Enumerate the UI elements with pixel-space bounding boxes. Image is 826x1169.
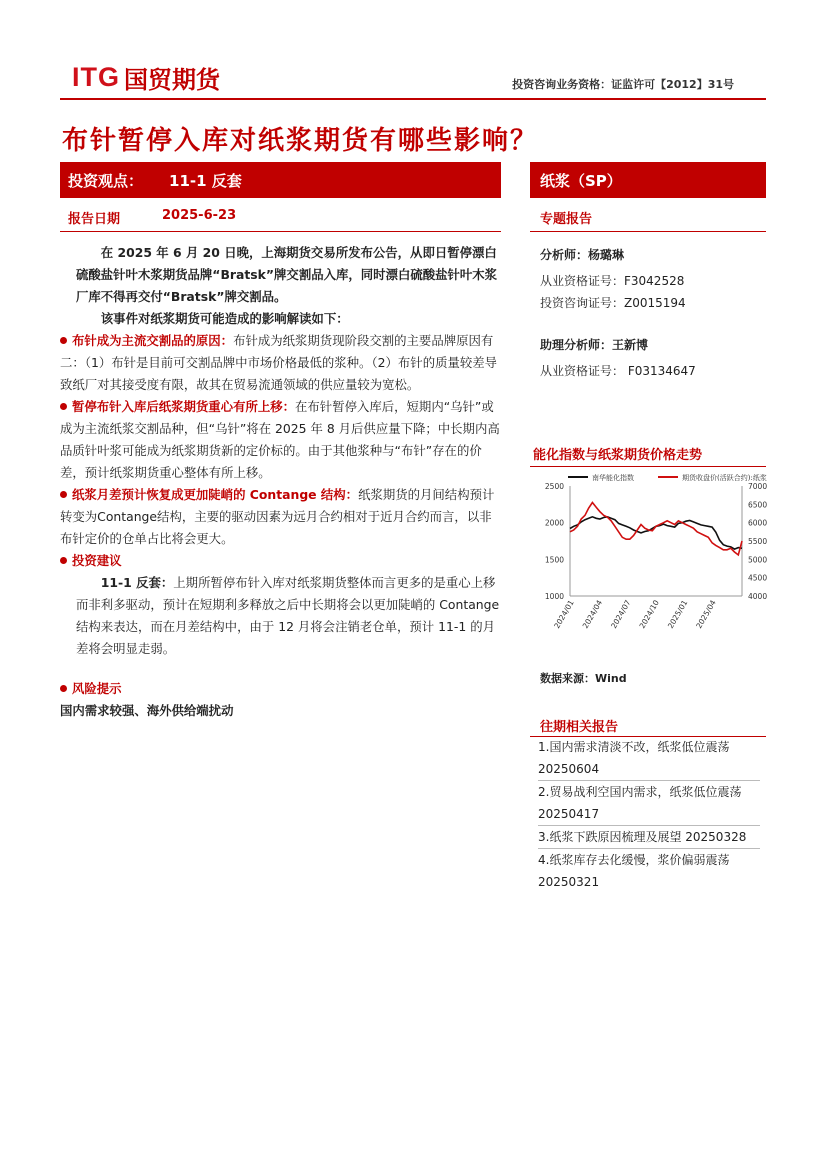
assistant-name: 王新博 (612, 338, 649, 352)
report-date-value: 2025-6-23 (162, 208, 237, 223)
main-body (60, 242, 502, 722)
bullet-icon (60, 491, 67, 498)
license-text: 投资咨询业务资格：证监许可【2012】31号 (512, 78, 734, 91)
series-line (570, 517, 742, 549)
investment-view-value: 11-1 反套 (169, 171, 242, 190)
y2-tick-label: 4000 (748, 592, 768, 601)
point-body: 布针成为纸浆期货现阶段交割的主要品牌原因有二：（1）布针是目前可交割品牌中市场价格最低的浆种。（2）布针的质量较差导致纸厂对其接受度有限，故其在贸易流通领域的供应量较为宽松。 (60, 333, 498, 392)
analyst-block (540, 244, 766, 382)
legend-label: 南华能化指数 (592, 474, 634, 482)
list-item[interactable]: 4.纸浆库存去化缓慢，浆价偏弱震荡 20250321 (538, 853, 730, 889)
y-tick-label: 2500 (544, 482, 564, 491)
assistant-cert: 从业资格证号： F03134647 (540, 364, 696, 378)
intro-paragraph: 在 2025 年 6 月 20 日晚，上海期货交易所发布公告，从即日暂停漂白硫酸盐针叶木浆期货品牌“Bratsk”牌交割品入库，同时漂白硫酸盐针叶木浆厂库不得再交付“Bratsk”牌交割品。 (76, 245, 498, 304)
intro-lead: 该事件对纸浆期货可能造成的影响解读如下： (100, 311, 349, 326)
logo-cn-text: 国贸期货 (124, 65, 220, 94)
analyst-cert-2: 投资咨询证号：Z0015194 (540, 296, 686, 310)
point-head: 暂停布针入库后纸浆期货重心有所上移： (72, 399, 296, 414)
point-head: 布针成为主流交割品的原因： (72, 333, 234, 348)
header-divider (60, 98, 766, 100)
y-tick-label: 1000 (544, 592, 564, 601)
past-reports-list (538, 736, 760, 893)
chart-source: 数据来源：Wind (540, 672, 627, 685)
advice-paragraph (76, 572, 502, 660)
chart-title-divider (530, 466, 766, 467)
report-type-divider (530, 231, 766, 232)
y2-tick-label: 6000 (748, 518, 768, 528)
x-tick-label: 2025/04 (694, 598, 718, 630)
x-tick-label: 2024/01 (552, 598, 576, 630)
bullet-icon (60, 685, 67, 692)
point-head: 纸浆月差预计恢复成更加陡峭的 Contange 结构： (72, 487, 359, 502)
price-chart (530, 468, 770, 650)
bullet-icon (60, 403, 67, 410)
x-tick-label: 2024/04 (580, 598, 605, 630)
y2-tick-label: 5000 (748, 555, 768, 565)
legend-label: 期货收盘价(活跃合约):纸浆 (682, 474, 767, 482)
bullet-icon (60, 337, 67, 344)
advice-body: 上期所暂停布针入库对纸浆期货整体而言更多的是重心上移而非利多驱动，预计在短期利多释放之后中长期将会以更加陡峭的 Contange 结构来表达，而在月差结构中，由于 12 月将会注销老仓单，预计 11-1 的月差将会明显走弱。 (76, 575, 500, 656)
analyst-cert-1: 从业资格证号：F3042528 (540, 274, 685, 288)
product-band (530, 162, 766, 198)
advice-heading: 投资建议 (60, 550, 502, 572)
investment-view-band (60, 162, 501, 198)
risk-heading: 风险提示 (60, 678, 502, 700)
product-label: 纸浆（SP） (540, 171, 622, 190)
bullet-icon (60, 557, 67, 564)
chart-title: 能化指数与纸浆期货价格走势 (533, 448, 703, 463)
point-body: 纸浆期货的月间结构预计转变为Contange结构，主要的驱动因素为远月合约相对于近月合约而言，以非布针定价的仓单占比将会更大。 (60, 487, 495, 546)
point-item (60, 330, 502, 396)
report-date-label: 报告日期 (68, 212, 121, 227)
x-tick-label: 2024/10 (637, 598, 661, 630)
logo-itg-text: ITG (72, 61, 120, 92)
list-item[interactable]: 1.国内需求清淡不改，纸浆低位震荡 20250604 (538, 740, 730, 776)
y-tick-label: 1500 (544, 555, 564, 565)
company-logo (72, 62, 220, 92)
risk-body: 国内需求较强、海外供给端扰动 (60, 703, 234, 718)
assistant-row: 助理分析师：王新博 (540, 338, 649, 352)
y2-tick-label: 5500 (748, 537, 768, 546)
point-item (60, 396, 502, 484)
list-item[interactable]: 2.贸易战利空国内需求，纸浆低位震荡 20250417 (538, 785, 742, 821)
series-line (570, 503, 742, 555)
past-reports-heading: 往期相关报告 (540, 720, 619, 735)
y-tick-label: 2000 (544, 518, 564, 528)
y2-tick-label: 6500 (748, 500, 768, 510)
date-divider (60, 231, 501, 232)
report-type: 专题报告 (540, 212, 593, 227)
point-body: 在布针暂停入库后，短期内“乌针”或成为主流纸浆交割品种，但“乌针”将在 2025 年 8 月后供应量下降；中长期内高品质针叶浆可能成为纸浆期货新的定价标的。由于其他浆种与“布针”存在的价差，预计纸浆期货重心整体有所上移。 (60, 399, 500, 480)
y2-tick-label: 7000 (748, 482, 768, 491)
y2-tick-label: 4500 (748, 573, 768, 583)
analyst-row: 分析师：杨璐琳 (540, 248, 625, 262)
advice-lead: 11-1 反套： (100, 575, 174, 590)
x-tick-label: 2025/01 (665, 598, 690, 630)
x-tick-label: 2024/07 (609, 598, 633, 630)
page-title: 布针暂停入库对纸浆期货有哪些影响？ (62, 126, 539, 156)
point-item (60, 484, 502, 550)
analyst-name: 杨璐琳 (588, 248, 625, 262)
investment-view-label: 投资观点： (68, 171, 144, 190)
list-item[interactable]: 3.纸浆下跌原因梳理及展望 20250328 (538, 830, 747, 844)
